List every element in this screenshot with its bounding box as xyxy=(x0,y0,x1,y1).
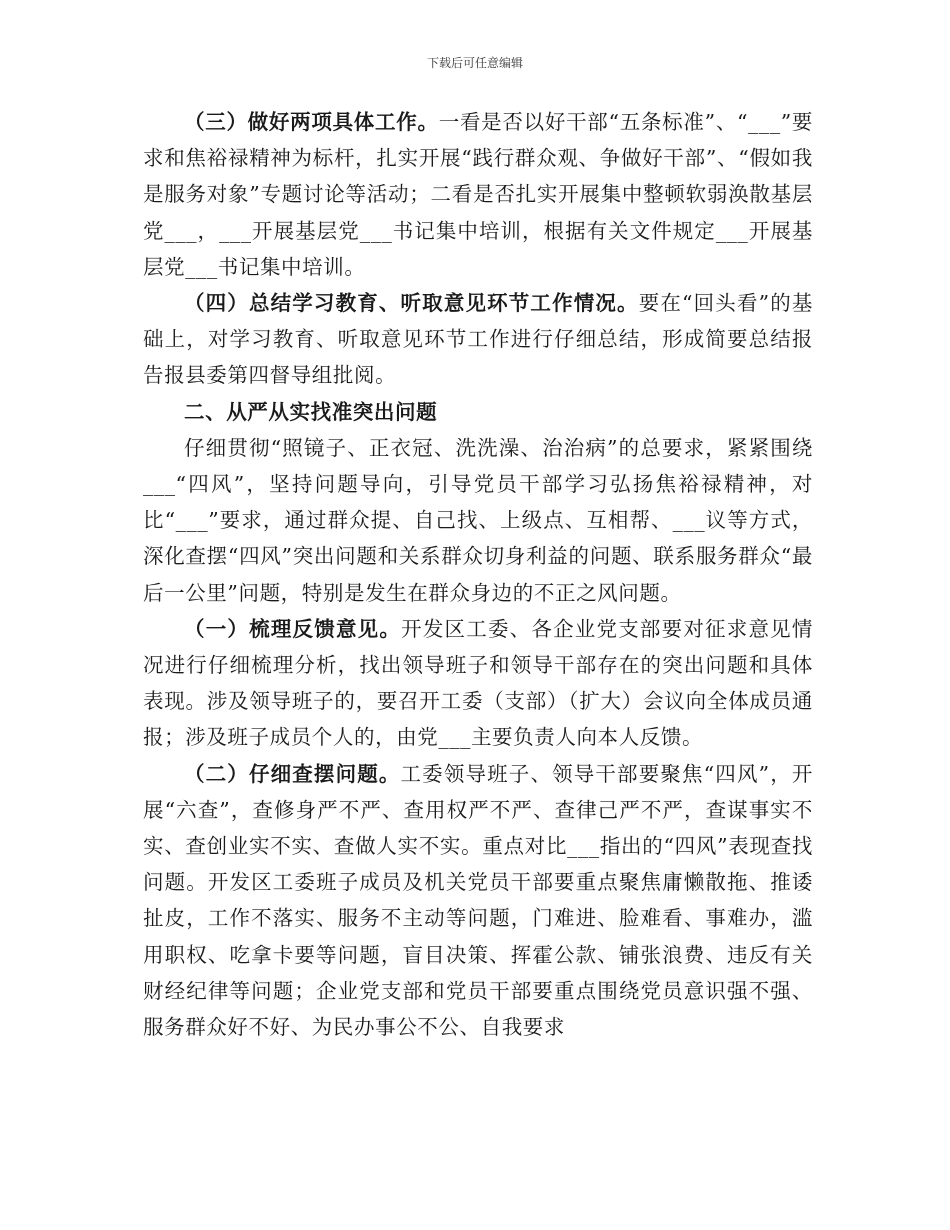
section-heading-text: 二、从严从实找准突出问题 xyxy=(184,399,438,424)
paragraph-lead: （三）做好两项具体工作。 xyxy=(184,110,439,134)
paragraph-lead: （一）梳理反馈意见。 xyxy=(184,616,402,641)
paragraph-body: 工委领导班子、领导干部要聚焦“四风”，开展“六查”，查修身严不严、查用权严不严、查律己严不严，查谋事实不实、查创业实不实、查做人实不实。重点对比___指出的“四风”表现查找问题。开发区工委班子成员及机关党员干部要重点聚焦庸懒散拖、推诿扯皮，工作不落实、服务不主动等问题，门难进、脸难看、事难办，滥用职权、吃拿卡要等问题，盲目决策、挥霍公款、铺张浪费、违反有关财经纪律等问题；企业党支部和党员干部要重点围绕党员意识强不强、服务群众好不好、为民办事公不公、自我要求 xyxy=(143,761,813,1040)
paragraph-lead: （四）总结学习教育、听取意见环节工作情况。 xyxy=(184,291,639,316)
paragraph-body: 开发区工委、各企业党支部要对征求意见情况进行仔细梳理分析，找出领导班子和领导干部存在的突出问题和具体表现。涉及领导班子的，要召开工委（支部）（扩大）会议向全体成员通报；涉及班子成员个人的，由党___主要负责人向本人反馈。 xyxy=(143,616,813,750)
paragraph-work-items xyxy=(143,104,813,285)
document-body xyxy=(143,104,813,1045)
paragraph-body: 一看是否以好干部“五条标准”、“___”要求和焦裕禄精神为标杆，扎实开展“践行群众观、争做好干部”、“假如我是服务对象”专题讨论等活动；二看是否扎实开展集中整顿软弱涣散基层党___，___开展基层党___书记集中培训，根据有关文件规定___开展基层党___书记集中培训。 xyxy=(143,110,813,279)
section-heading xyxy=(143,394,813,430)
paragraph-problems xyxy=(143,756,813,1046)
paragraph-body: 仔细贯彻“照镜子、正衣冠、洗洗澡、治治病”的总要求，紧紧围绕___“四风”，坚持问题导向，引导党员干部学习弘扬焦裕禄精神，对比“___”要求，通过群众提、自己找、上级点、互相帮、___议等方式，深化查摆“四风”突出问题和关系群众切身利益的问题、联系服务群众“最后一公里”问题，特别是发生在群众身边的不正之风问题。 xyxy=(143,435,813,605)
paragraph-summary xyxy=(143,285,813,394)
paragraph-body: 要在“回头看”的基础上，对学习教育、听取意见环节工作进行仔细总结，形成简要总结报告报县委第四督导组批阅。 xyxy=(143,291,813,388)
page-header: 下载后可任意编辑 xyxy=(426,56,523,70)
paragraph-lead: （二）仔细查摆问题。 xyxy=(184,761,401,786)
paragraph-feedback xyxy=(143,611,813,756)
paragraph-overview xyxy=(143,430,813,611)
